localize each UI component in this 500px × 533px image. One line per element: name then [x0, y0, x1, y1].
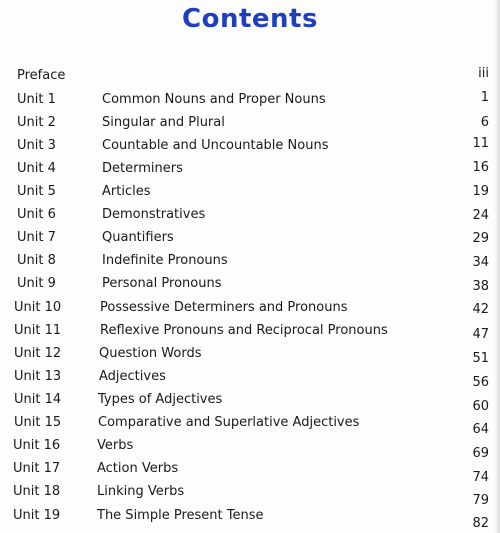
toc-unit-label: Unit 5	[17, 184, 56, 199]
toc-page-number: 19	[472, 184, 489, 199]
toc-topic: Personal Pronouns	[102, 276, 222, 291]
toc-unit-label: Preface	[17, 68, 66, 83]
toc-row-unit-13[interactable]	[0, 369, 500, 391]
toc-row-unit-3[interactable]	[0, 138, 500, 160]
toc-row-preface[interactable]	[0, 68, 500, 90]
page-edge-shadow	[494, 0, 500, 533]
toc-topic: Linking Verbs	[97, 484, 185, 499]
toc-unit-label: Unit 16	[13, 438, 61, 453]
toc-unit-label: Unit 11	[14, 323, 62, 338]
toc-row-unit-10[interactable]	[0, 300, 500, 322]
toc-page-number: 51	[472, 351, 489, 366]
toc-topic: Possessive Determiners and Pronouns	[100, 300, 348, 315]
toc-row-unit-16[interactable]	[0, 438, 500, 460]
toc-topic: Articles	[102, 184, 151, 199]
toc-page-number: 6	[480, 115, 489, 130]
toc-topic: Comparative and Superlative Adjectives	[98, 415, 360, 430]
toc-row-unit-17[interactable]	[0, 461, 500, 483]
toc-row-unit-8[interactable]	[0, 253, 500, 275]
toc-row-unit-11[interactable]	[0, 323, 500, 345]
toc-page-number: 24	[472, 208, 489, 223]
toc-row-unit-5[interactable]	[0, 184, 500, 206]
toc-unit-label: Unit 8	[17, 253, 56, 268]
toc-page-number: 47	[472, 327, 489, 342]
toc-topic: Adjectives	[99, 369, 166, 384]
toc-topic: The Simple Present Tense	[97, 508, 264, 523]
toc-topic: Demonstratives	[102, 207, 206, 222]
toc-row-unit-18[interactable]	[0, 484, 500, 506]
toc-topic: Reflexive Pronouns and Reciprocal Pronouns	[100, 323, 388, 338]
toc-page-number: 1	[480, 90, 489, 105]
toc-unit-label: Unit 15	[14, 415, 62, 430]
toc-row-unit-19[interactable]	[0, 508, 500, 530]
toc-page-number: 60	[472, 399, 489, 414]
toc-row-unit-14[interactable]	[0, 392, 500, 414]
toc-page-number: 69	[472, 446, 489, 461]
toc-unit-label: Unit 7	[17, 230, 56, 245]
toc-unit-label: Unit 14	[14, 392, 62, 407]
toc-row-unit-1[interactable]	[0, 92, 500, 114]
toc-unit-label: Unit 13	[14, 369, 62, 384]
toc-topic: Indefinite Pronouns	[102, 253, 228, 268]
toc-unit-label: Unit 18	[13, 484, 61, 499]
toc-unit-label: Unit 2	[17, 115, 56, 130]
toc-page-number: 74	[472, 470, 489, 485]
toc-row-unit-2[interactable]	[0, 115, 500, 137]
toc-row-unit-6[interactable]	[0, 207, 500, 229]
toc-unit-label: Unit 9	[17, 276, 56, 291]
toc-topic: Determiners	[102, 161, 183, 176]
toc-row-unit-12[interactable]	[0, 346, 500, 368]
toc-page-number: 79	[472, 493, 489, 508]
toc-page-number: 38	[472, 279, 489, 294]
toc-topic: Singular and Plural	[102, 115, 225, 130]
toc-row-unit-4[interactable]	[0, 161, 500, 183]
toc-unit-label: Unit 12	[14, 346, 62, 361]
toc-unit-label: Unit 19	[13, 508, 61, 523]
toc-unit-label: Unit 6	[17, 207, 56, 222]
toc-page-number: 34	[472, 255, 489, 270]
toc-unit-label: Unit 3	[17, 138, 56, 153]
toc-page-number: 82	[472, 516, 489, 531]
toc-page-number: 64	[472, 422, 489, 437]
toc-row-unit-15[interactable]	[0, 415, 500, 437]
toc-page-number: 11	[472, 136, 489, 151]
toc-page-number: 56	[472, 375, 489, 390]
toc-page-number: 16	[472, 160, 489, 175]
toc-unit-label: Unit 1	[17, 92, 56, 107]
toc-unit-label: Unit 10	[14, 300, 62, 315]
toc-unit-label: Unit 4	[17, 161, 56, 176]
toc-topic: Verbs	[97, 438, 134, 453]
toc-unit-label: Unit 17	[13, 461, 61, 476]
toc-page-number: 42	[472, 302, 489, 317]
toc-page-number: 29	[472, 231, 489, 246]
page-title: Contents	[182, 4, 318, 34]
toc-row-unit-7[interactable]	[0, 230, 500, 252]
toc-topic: Countable and Uncountable Nouns	[102, 138, 329, 153]
toc-page-number: iii	[478, 66, 489, 81]
toc-topic: Question Words	[99, 346, 202, 361]
toc-topic: Common Nouns and Proper Nouns	[102, 92, 326, 107]
toc-topic: Quantifiers	[102, 230, 174, 245]
toc-topic: Types of Adjectives	[98, 392, 223, 407]
toc-row-unit-9[interactable]	[0, 276, 500, 298]
toc-topic: Action Verbs	[97, 461, 179, 476]
